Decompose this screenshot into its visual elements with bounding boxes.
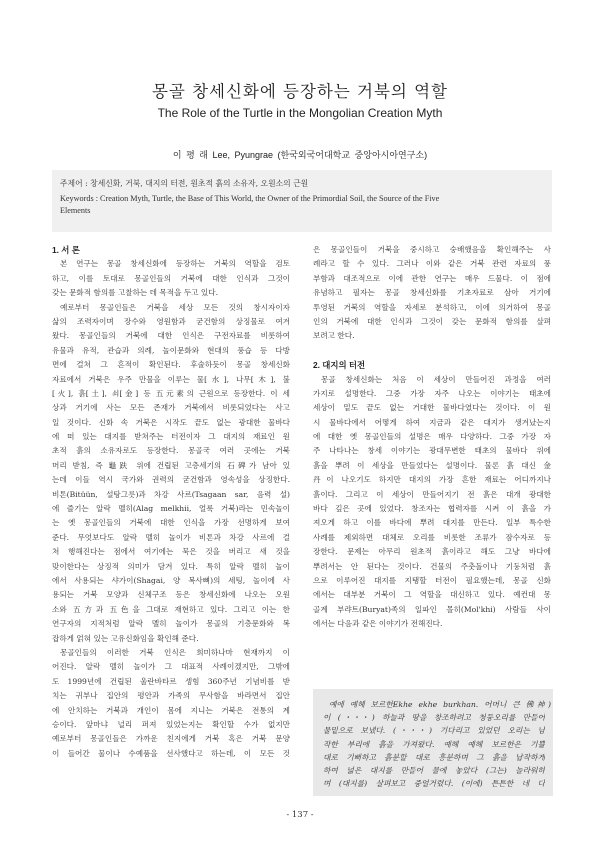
text-line: 소와 五方과 五色을 그대로 재현하고 있다. 그리고 이는 한: [52, 604, 290, 614]
keywords-english-line1: Keywords : Creation Myth, Turtle, the Base of This World, the Owner of the Primordial Soil, the Source of the Five: [60, 194, 440, 203]
text-line: 사례를 제외하면 대체로 오리를 비롯한 조류가 잠수자로 등: [313, 532, 551, 542]
text-line: 초적 흙의 소유자로도 등장한다. 몽골국 여러 곳에는 거북: [52, 446, 290, 456]
text-line: 시 물바다에서 어떻게 하여 지금과 같은 대지가 생겨났는지: [313, 417, 551, 427]
text-line: 몽골인들의 이러한 거북 인식은 희미하나마 현재까지 이: [60, 647, 290, 657]
quote-line: 며 (대지를) 살펴보고 중얼거렸다. (이에) 튼튼한 네 다: [323, 779, 545, 789]
text-line: 바다 깊은 곳에 있었다. 창조자는 협력자를 시켜 이 흙을 가: [313, 504, 551, 514]
text-line: 에서 사용되는 샤가이(Shagai, 양 복사뼈)의 세팅, 놀이에 사: [52, 575, 290, 585]
text-line: 왔다. 몽골인들의 거북에 대한 인식은 구전자료를 비롯하여: [52, 331, 290, 341]
text-line: 자료에서 거북은 우주 만물을 이루는 물[水], 나무[木], 불: [52, 374, 290, 384]
text-line: 갖는 문화적 함의를 고찰하는 데 목적을 두고 있다.: [52, 288, 219, 298]
text-line: 도 1999년에 건립된 울란바타르 셍힘 360주년 기념비를 받: [52, 676, 290, 686]
text-line: 머리 받침, 즉 龜趺 위에 건립된 고층세기의 石碑가 남아 있: [52, 460, 290, 470]
section-gap: [313, 344, 551, 358]
text-line: 에 안치하는 거북과 개인이 몸에 지니는 거북은 전통의 계: [52, 705, 290, 715]
text-line: 골계 부랴트(Buryat)족의 일파인 몰히(Mol'khi) 사람들 사이: [313, 604, 551, 614]
text-line: 연구자의 지적처럼 알락 멜히 놀이가 몽골의 기층문화와 복: [52, 619, 290, 629]
text-line: 에 대한 옛 몽골인들의 설명은 매우 다양하다. 그중 가장 자: [313, 432, 551, 442]
text-line: 가지로 설명한다. 그중 가장 자주 나오는 이야기는 태초에: [313, 388, 551, 398]
text-line: 예로부터 몽골인들은 거북을 세상 모든 것의 창시자이자: [60, 302, 290, 312]
quote-line: 대로 기뻐하고 흙분할 대로 흥분하며 그 흙을 납작하게: [323, 752, 545, 762]
keywords-box: [52, 170, 552, 232]
left-column-body: [52, 257, 290, 761]
text-line: 는 옛 몽골인들의 거북에 대한 인식을 가장 선명하게 보여: [52, 518, 290, 528]
right-column-intro: [313, 243, 551, 344]
keywords-english-line2: Elements: [60, 206, 91, 215]
text-line: 비톤(Bitüün, 설탕그릇)과 차강 사르(Tsagaan sar, 음력 설): [52, 489, 290, 499]
text-line: 장한다. 문제는 아무리 원초적 흙이라고 해도 그냥 바다에: [313, 547, 551, 557]
text-line: 인의 거북에 대한 인식과 그것이 갖는 문화적 함의를 살펴: [313, 316, 551, 326]
quote-line: 예에 예헤 보르한Ekhe ekhe burkhan. 어머니 큰 佛神): [329, 700, 551, 709]
quote-line: 하여 넓은 대지를 만들어 물에 놓았다 (그는) 놀라워하: [323, 766, 545, 775]
text-line: 쳐 행해진다는 점에서 여기에는 묵은 것을 버리고 새 것을: [52, 547, 290, 557]
text-line: 면에 걸쳐 그 흔적이 확인된다. 후술하듯이 몽골 창세신화: [52, 360, 290, 370]
keywords-korean: 주제어 : 창세신화, 거북, 대지의 터전, 원초적 흙의 소유자, 오원소의 근원: [60, 179, 309, 188]
text-line: 으로 이루어진 대지를 지탱할 터전이 필요했는데, 몽골 신화: [313, 575, 551, 585]
text-line: 준다. 무엇보다도 알락 멜히 놀이가 비톤과 차강 사르에 걸: [52, 532, 290, 542]
left-column: [52, 243, 290, 761]
text-line: 어진다. 알락 멜히 놀이가 그 대표적 사례이겠지만, 그밖에: [52, 662, 290, 672]
text-line: 흙을 뿌려 이 세상을 만들었다는 설명이다. 물론 흙 대신 金: [313, 460, 551, 470]
author-line: 이 평 래 Lee, Pyungrae (한국외국어대학교 중앙아시아연구소): [172, 150, 428, 160]
paper-title-korean: 몽골 창세신화에 등장하는 거북의 역할: [151, 82, 448, 101]
text-line: 는데 이들 역시 국가와 권력의 굳건함과 영속성을 상징한다.: [52, 475, 290, 485]
text-line: 상과 거기에 사는 모든 존재가 거북에서 비롯되었다는 사고: [52, 403, 290, 413]
text-line: 세상이 밑도 끝도 없는 거대한 물바다였다는 것이다. 이 원: [313, 403, 551, 413]
text-line: 보려고 한다.: [313, 331, 355, 341]
text-line: 흙이다. 그리고 이 세상이 만들어지기 전 흙은 대개 광대한: [313, 489, 551, 499]
text-line: 용되는 거북 모양과 신체구조 등은 창세신화에 나오는 오원: [52, 590, 290, 600]
text-line: 에서는 다음과 같은 이야기가 전해진다.: [313, 619, 443, 629]
text-line: 유념하고 필자는 몽골 창세신화를 기초자료로 삼아 거기에: [313, 288, 551, 298]
text-line: 몽골 창세신화는 처음 이 세상이 만들어진 과정을 여러: [321, 374, 551, 384]
text-line: 맞이한다는 상징적 의미가 담겨 있다. 특히 알락 멜히 놀이: [52, 561, 290, 571]
text-line: 은 몽골인들이 거북을 중시하고 숭배했음을 확인해주는 사: [313, 245, 551, 254]
text-line: 잡하게 얽혀 있는 고유신화임을 확인해 준다.: [52, 633, 199, 643]
text-line: 유물과 유적, 관습과 의례, 놀이문화와 현대의 풍습 등 다방: [52, 345, 290, 355]
section-heading-base-of-earth: 2. 대지의 터전: [313, 360, 366, 371]
section-heading-introduction: 1. 서 론: [52, 245, 80, 255]
text-line: 승이다. 앞마냐 널리 퍼져 있었는지는 확인할 수가 없지만: [52, 719, 290, 729]
right-column-body: [313, 373, 551, 632]
page-number: - 137 -: [286, 810, 314, 820]
text-line: 치는 귀부나 집안의 평안과 가족의 무사함을 바라면서 집안: [52, 691, 290, 701]
text-line: 일 것이다. 신화 속 거북은 시작도 끝도 없는 광대한 물바다: [52, 417, 290, 427]
text-line: [火], 흙[土], 쇠[金] 등 五元素의 근원으로 등장한다. 이 세: [52, 388, 290, 398]
paper-title-english: The Role of the Turtle in the Mongolian Creation Myth: [157, 106, 443, 120]
text-line: 부함과 대조적으로 이에 관한 연구는 매우 드물다. 이 점에: [313, 273, 551, 283]
text-line: 에 즐기는 알락 멜히(Alag melkhii, 얼룩 거북)라는 민속놀이: [52, 504, 290, 514]
text-line: 투영된 거북의 역할을 자세로 분석하고, 이에 의거하여 몽골: [313, 302, 551, 312]
text-line: 에 떠 있는 대지를 받쳐주는 터전이자 그 대지의 재료인 원: [52, 432, 290, 442]
text-line: 예로부터 몽골인들은 가까운 친지에게 거북 혹은 거북 문양: [52, 734, 290, 744]
right-column: [313, 243, 551, 632]
quote-line: 이 (･･･) 하늘과 땅을 창조하려고 청둥오리를 만들어: [323, 713, 545, 723]
text-line: 이 들어간 물이나 수예품을 선사했다고 하는데, 이 모든 것: [52, 748, 290, 758]
text-line: 본 연구는 몽골 창세신화에 등장하는 거북의 역할을 검토: [60, 259, 290, 269]
myth-quote-box: [313, 689, 553, 796]
text-line: 주 나타나는 창세 이야기는 광대무변한 태초의 물바다 위에: [313, 446, 551, 456]
text-line: 삶의 조력자이며 장수와 영원함과 굳건함의 상징물로 여겨: [52, 316, 290, 326]
quote-line: 작한 부리에 흙을 가져왔다. 예헤 예헤 보르한은 기쁠: [323, 739, 545, 749]
quote-line: 물밑으로 보냈다. (･･･) 기다리고 있었던 오리는 남: [323, 726, 545, 736]
text-line: 례라고 할 수 있다. 그러나 이와 같은 거북 관련 자료의 풍: [313, 259, 551, 269]
text-line: 丹이 나오기도 하지만 대지의 가장 흔한 재료는 어디까지나: [313, 475, 551, 485]
text-line: 져오게 하고 이를 바다에 뿌려 대지를 만든다. 일부 특수한: [313, 518, 551, 528]
text-line: 뿌려서는 안 된다는 것이다. 건물의 주춧돌이나 기둥처럼 흙: [313, 561, 551, 571]
text-line: 하고, 이를 토대로 몽골인들의 거북에 대한 인식과 그것이: [52, 273, 290, 283]
text-line: 에서는 대부분 거북이 그 역할을 대신하고 있다. 예컨대 몽: [313, 590, 551, 600]
